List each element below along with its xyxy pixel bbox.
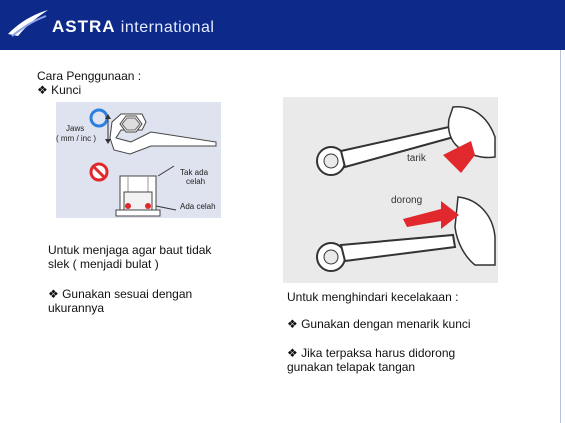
wrench-fit-illustration (56, 102, 221, 218)
brand-light: international (120, 19, 215, 36)
bottom-wrench (317, 197, 495, 271)
page-border (560, 50, 561, 423)
astra-swoosh-icon (6, 6, 50, 40)
wrench-pull-push-drawing (283, 97, 498, 283)
left-paragraph: Untuk menjaga agar baut tidak slek ( menjadi bulat ) (48, 243, 212, 271)
brand-name (52, 17, 214, 37)
header-bar (0, 0, 565, 50)
jaws-unit-label: ( mm / inc ) (56, 134, 96, 143)
tak-ada-celah-label-2: celah (186, 177, 206, 186)
tarik-label: tarik (407, 153, 426, 164)
right-bullet-2: ❖ Jika terpaksa harus didorong gunakan telapak tangan (287, 346, 456, 374)
ada-celah-label: Ada celah (180, 202, 216, 211)
wrench-fit-drawing (56, 102, 221, 218)
page-title: Cara Penggunaan : (37, 69, 142, 83)
red-prohibited-icon (91, 164, 107, 180)
top-wrench (317, 107, 495, 175)
right-paragraph: Untuk menghindari kecelakaan : (287, 290, 459, 304)
tak-ada-celah-label-1: Tak ada (180, 168, 209, 177)
brand-bold: ASTRA (52, 17, 116, 36)
right-bullet-1: ❖ Gunakan dengan menarik kunci (287, 317, 471, 331)
wrench-pull-push-illustration (283, 97, 498, 283)
dorong-label: dorong (391, 195, 423, 206)
left-bullet-1: ❖ Gunakan sesuai dengan ukurannya (48, 287, 193, 315)
section-heading: ❖ Kunci (37, 83, 82, 97)
jaws-label: Jaws (66, 124, 85, 133)
blue-circle-ok-icon (91, 110, 107, 126)
